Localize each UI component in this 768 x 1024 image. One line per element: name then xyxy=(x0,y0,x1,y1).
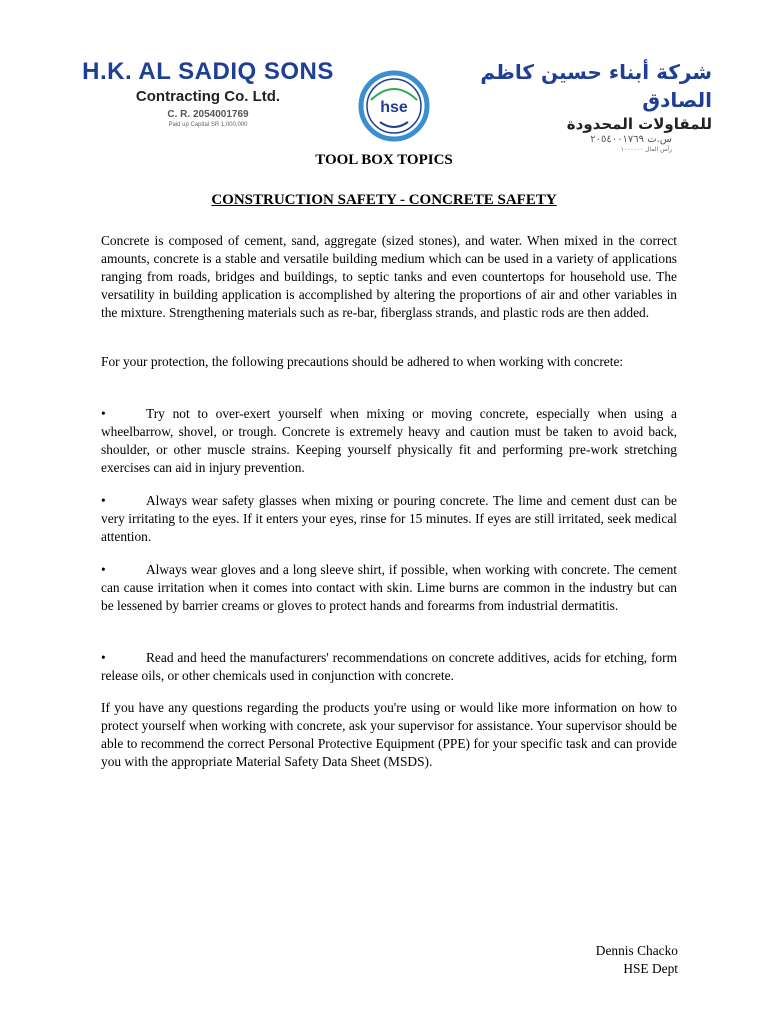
bullet-item-1 xyxy=(101,405,677,477)
commercial-registration-arabic: س.ت ٢٠٥٤٠٠١٧٦٩ xyxy=(590,134,672,145)
precautions-intro-paragraph xyxy=(101,353,677,371)
bullet-icon: • xyxy=(101,493,106,508)
signature-department: HSE Dept xyxy=(623,961,678,976)
signature-block xyxy=(596,942,678,978)
paragraph-text: Concrete is composed of cement, sand, aggregate (sized stones), and water. When mixed in the correct amounts, concrete is a stable and versatile building medium which can be used in a variety of applications ranging from roads, bridges and buildings, to septic tanks and even countertops for household use. The versatility in building application is accomplished by altering the proportions of air and other variables in the mixture. Strengthening materials such as re-bar, fiberglass strands, and plastic rods are then added. xyxy=(101,233,677,320)
company-logo xyxy=(358,70,430,142)
bullet-item-2 xyxy=(101,492,677,546)
bullet-icon: • xyxy=(101,562,106,577)
paragraph-text: If you have any questions regarding the products you're using or would like more information on how to protect yourself when working with concrete, ask your supervisor for assistance. Your supervisor should be able to recommend the correct Personal Protective Equipment (PPE) for your specific task and can provide you with the appropriate Material Safety Data Sheet (MSDS). xyxy=(101,700,677,769)
bullet-text: Try not to over-exert yourself when mixing or moving concrete, especially when using a wheelbarrow, shovel, or trough. Concrete is extremely heavy and caution must be taken to avoid back, shoulder, or other muscle strains. Keeping yourself physically fit and performing pre-work stretching exercises can aid in injury prevention. xyxy=(101,406,677,475)
paid-up-capital-arabic: رأس المال ١٠٠٠٠٠٠ xyxy=(620,146,672,153)
document-subheading: CONSTRUCTION SAFETY - CONCRETE SAFETY xyxy=(211,192,557,208)
paragraph-text: For your protection, the following precautions should be adhered to when working with concrete: xyxy=(101,354,624,369)
document-heading: TOOL BOX TOPICS xyxy=(315,152,453,168)
bullet-text: Always wear gloves and a long sleeve shirt, if possible, when working with concrete. The cement can cause irritation when it comes into contact with skin. Lime burns are common in the industry but can be lessened by barrier creams or gloves to protect hands and forearms from industrial dermatitis. xyxy=(101,562,677,613)
company-name-english: H.K. AL SADIQ SONS xyxy=(82,58,334,85)
signature-name: Dennis Chacko xyxy=(595,943,678,958)
paid-up-capital-english: Paid up Capital SR 1,000,000 xyxy=(168,122,248,128)
company-subtitle-english: Contracting Co. Ltd. xyxy=(135,88,281,105)
bullet-item-3 xyxy=(101,561,677,615)
company-name-english-block xyxy=(68,58,348,129)
bullet-icon: • xyxy=(101,650,106,665)
commercial-registration-english: C. R. 2054001769 xyxy=(167,109,249,120)
bullet-item-4 xyxy=(101,649,677,685)
company-subtitle-arabic: للمقاولات المحدودة xyxy=(566,115,712,133)
bullet-text: Read and heed the manufacturers' recommendations on concrete additives, acids for etching, form release oils, or other chemicals used in conjunction with concrete. xyxy=(101,650,677,683)
bullet-text: Always wear safety glasses when mixing or pouring concrete. The lime and cement dust can be very irritating to the eyes. If it enters your eyes, rinse for 15 minutes. If eyes are still irritated, seek medical attention. xyxy=(101,493,677,544)
company-name-arabic-block xyxy=(450,58,712,154)
bullet-icon: • xyxy=(101,406,106,421)
closing-paragraph xyxy=(101,699,677,771)
intro-paragraph xyxy=(101,232,677,322)
logo-hse-text: hse xyxy=(380,99,408,116)
company-name-arabic: شركة أبناء حسين كاظم الصادق xyxy=(480,60,712,112)
letterhead xyxy=(0,0,768,153)
